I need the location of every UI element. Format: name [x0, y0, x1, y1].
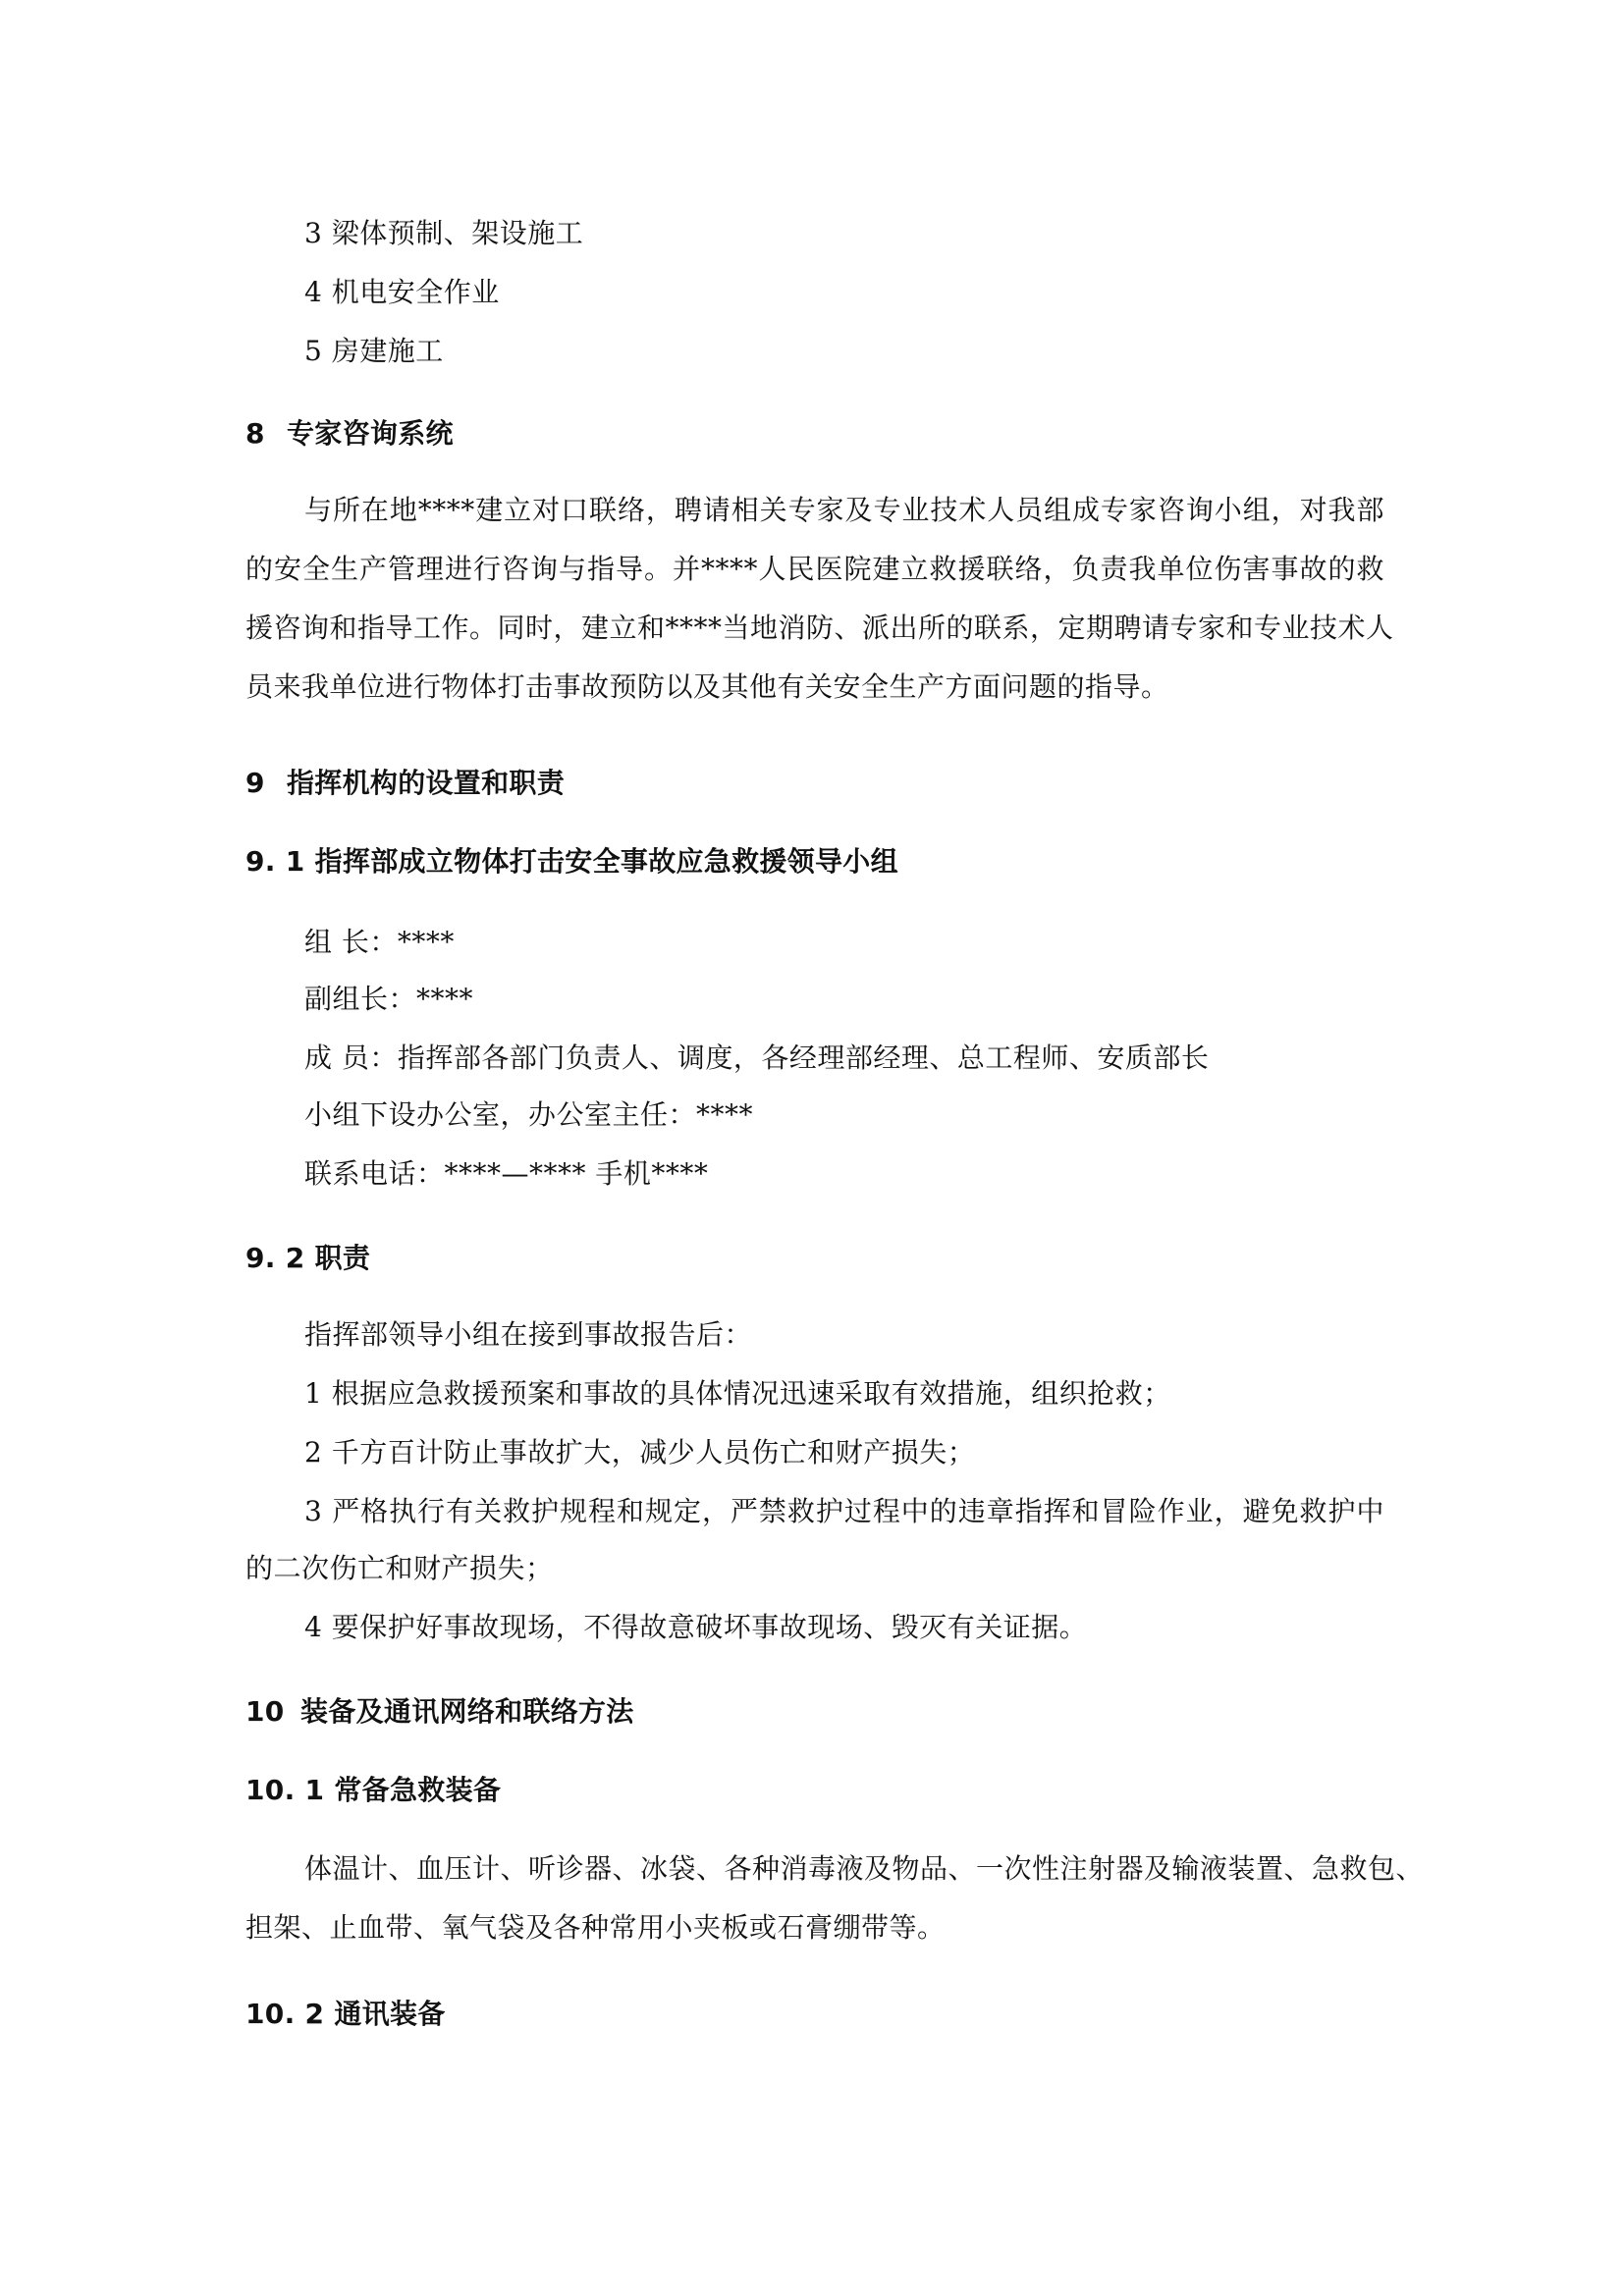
section-8-para-line-4: 员来我单位进行物体打击事故预防以及其他有关安全生产方面问题的指导。 — [245, 670, 1169, 703]
section-9-number: 9 — [245, 767, 265, 799]
leader-line: 组 长：**** — [304, 926, 455, 958]
section-8-para-line-3: 援咨询和指导工作。同时，建立和****当地消防、派出所的联系，定期聘请专家和专业技术人 — [245, 612, 1394, 644]
duty-2: 2 千方百计防止事故扩大，减少人员伤亡和财产损失； — [304, 1436, 976, 1468]
list-item-5: 5 房建施工 — [304, 335, 444, 367]
list-item-3: 3 梁体预制、架设施工 — [304, 217, 584, 249]
section-10-title: 装备及通讯网络和联络方法 — [300, 1695, 634, 1728]
section-9-heading — [245, 764, 1384, 803]
duty-4: 4 要保护好事故现场，不得故意破坏事故现场、毁灭有关证据。 — [304, 1611, 1088, 1643]
list-item-4: 4 机电安全作业 — [304, 276, 500, 308]
section-8-heading — [245, 414, 1384, 454]
section-10-number: 10 — [245, 1695, 285, 1728]
deputy-line: 副组长：**** — [304, 983, 474, 1015]
section-9-1-heading: 9. 1 指挥部成立物体打击安全事故应急救援领导小组 — [245, 845, 898, 878]
duty-3-line-2: 的二次伤亡和财产损失； — [245, 1552, 554, 1584]
duty-1: 1 根据应急救援预案和事故的具体情况迅速采取有效措施，组织抢救； — [304, 1377, 1171, 1410]
equipment-line-1: 体温计、血压计、听诊器、冰袋、各种消毒液及物品、一次性注射器及输液装置、急救包、 — [304, 1852, 1425, 1885]
members-line: 成 员：指挥部各部门负责人、调度，各经理部经理、总工程师、安质部长 — [304, 1041, 1210, 1074]
equipment-line-2: 担架、止血带、氧气袋及各种常用小夹板或石膏绷带等。 — [245, 1911, 946, 1944]
section-8-number: 8 — [245, 417, 265, 450]
section-8-para-line-1: 与所在地****建立对口联络，聘请相关专家及专业技术人员组成专家咨询小组，对我部 — [304, 494, 1384, 526]
section-9-2-heading: 9. 2 职责 — [245, 1242, 371, 1274]
section-8-para-line-2: 的安全生产管理进行咨询与指导。并****人民医院建立救援联络，负责我单位伤害事故的救 — [245, 553, 1384, 585]
section-8-title: 专家咨询系统 — [287, 417, 454, 450]
section-10-2-heading: 10. 2 通讯装备 — [245, 1998, 446, 2030]
section-10-heading — [245, 1692, 1384, 1732]
duties-intro: 指挥部领导小组在接到事故报告后： — [304, 1318, 753, 1351]
section-10-1-heading: 10. 1 常备急救装备 — [245, 1774, 502, 1806]
phone-line: 联系电话：****—**** 手机**** — [304, 1157, 709, 1190]
duty-3-line-1: 3 严格执行有关救护规程和规定，严禁救护过程中的违章指挥和冒险作业，避免救护中 — [304, 1495, 1384, 1527]
office-line: 小组下设办公室，办公室主任：**** — [304, 1098, 754, 1131]
section-9-title: 指挥机构的设置和职责 — [287, 767, 566, 799]
